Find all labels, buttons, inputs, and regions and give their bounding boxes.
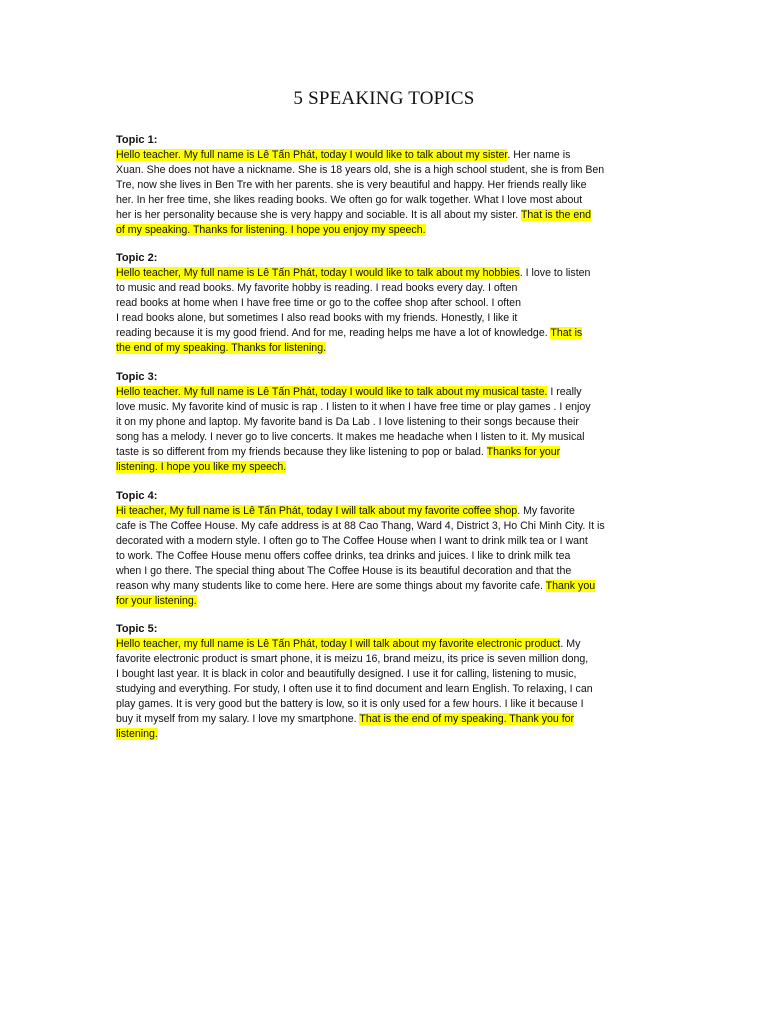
text-line: [116, 415, 656, 430]
text-line: [116, 504, 656, 519]
topic-heading: Topic 5:: [116, 623, 158, 635]
text-line: [116, 519, 656, 534]
highlighted-text: Thank you: [545, 580, 596, 592]
highlighted-text: That is the end: [520, 209, 592, 221]
body-text: Xuan. She does not have a nickname. She is 18 years old, she is a high school student, she is from Ben: [116, 164, 605, 176]
body-text: read books at home when I have free time or go to the coffee shop after school. I often: [116, 297, 521, 309]
body-text: when I go there. The special thing about The Coffee House is its beautiful decoration and that the: [116, 565, 572, 577]
text-line: [116, 326, 656, 341]
text-line: [116, 400, 656, 415]
highlighted-text: That is the end of my speaking. Thank you for: [359, 713, 575, 725]
text-line: [116, 460, 656, 475]
text-line: [116, 311, 656, 326]
text-line: [116, 178, 656, 193]
body-text: I read books alone, but sometimes I also read books with my friends. Honestly, I like it: [116, 312, 518, 324]
body-text: I bought last year. It is black in color and beautifully designed. I use it for calling, listening to music,: [116, 668, 577, 680]
body-text: favorite electronic product is smart phone, it is meizu 16, brand meizu, its price is seven million dong,: [116, 653, 589, 665]
body-text: . Her name is: [507, 149, 571, 161]
body-text: . I love to listen: [519, 267, 591, 279]
text-line: [116, 193, 656, 208]
body-text: play games. It is very good but the battery is low, so it is only used for a few hours. I like it because I: [116, 698, 584, 710]
body-text: studying and everything. For study, I often use it to find document and learn English. To relaxing, I can: [116, 683, 593, 695]
text-line: [116, 652, 656, 667]
body-text: buy it myself from my salary. I love my smartphone.: [116, 713, 360, 725]
body-text: reading because it is my good friend. And for me, reading helps me have a lot of knowledge.: [116, 327, 551, 339]
text-line: [116, 445, 656, 460]
text-line: [116, 697, 656, 712]
text-line: [116, 549, 656, 564]
text-line: [116, 564, 656, 579]
text-line: [116, 712, 656, 727]
body-text: to music and read books. My favorite hobby is reading. I read books every day. I often: [116, 282, 518, 294]
highlighted-text: Thanks for your: [486, 446, 561, 458]
body-text: I really: [547, 386, 582, 398]
body-text: Tre, now she lives in Ben Tre with her parents. she is very beautiful and happy. Her friends really like: [116, 179, 587, 191]
topic-heading: Topic 1:: [116, 134, 158, 146]
body-text: taste is so different from my friends because they like listening to pop or balad.: [116, 446, 487, 458]
topic-section: [116, 133, 656, 238]
highlighted-text: the end of my speaking. Thanks for listening.: [116, 342, 327, 354]
text-line: [116, 637, 656, 652]
topic-section: [116, 251, 656, 356]
highlighted-text: Hello teacher. My full name is Lê Tấn Phát, today I would like to talk about my sister: [116, 149, 508, 161]
body-text: to work. The Coffee House menu offers coffee drinks, tea drinks and juices. I like to drink milk tea: [116, 550, 571, 562]
text-line: [116, 223, 656, 238]
text-line: [116, 385, 656, 400]
body-text: cafe is The Coffee House. My cafe address is at 88 Cao Thang, Ward 4, District 3, Ho Chi Minh City. It is: [116, 520, 605, 532]
text-line: [116, 341, 656, 356]
body-text: . My favorite: [517, 505, 575, 517]
body-text: . My: [560, 638, 581, 650]
highlighted-text: listening.: [116, 728, 158, 740]
highlighted-text: Hello teacher, My full name is Lê Tấn Phát, today I would like to talk about my hobbies: [116, 267, 520, 279]
body-text: decorated with a modern style. I often go to The Coffee House when I want to drink milk tea or I want: [116, 535, 588, 547]
topic-section: [116, 489, 656, 609]
body-text: her. In her free time, she likes reading books. We often go for walk together. What I love most about: [116, 194, 583, 206]
highlighted-text: Hi teacher, My full name is Lê Tấn Phát, today I will talk about my favorite coffee shop: [116, 505, 518, 517]
body-text: it on my phone and laptop. My favorite band is Da Lab . I love listening to their songs because their: [116, 416, 579, 428]
highlighted-text: Hello teacher, my full name is Lê Tấn Phát, today I will talk about my favorite electronic product: [116, 638, 561, 650]
text-line: [116, 208, 656, 223]
highlighted-text: Hello teacher. My full name is Lê Tấn Phát, today I would like to talk about my musical taste.: [116, 386, 548, 398]
highlighted-text: That is: [550, 327, 583, 339]
body-text: song has a melody. I never go to live concerts. It makes me headache when I listen to it. My musical: [116, 431, 585, 443]
highlighted-text: of my speaking. Thanks for listening. I hope you enjoy my speech.: [116, 224, 426, 236]
text-line: [116, 430, 656, 445]
text-line: [116, 579, 656, 594]
text-line: [116, 667, 656, 682]
text-line: [116, 727, 656, 742]
body-text: her is her personality because she is very happy and sociable. It is all about my sister.: [116, 209, 521, 221]
topic-heading: Topic 2:: [116, 252, 158, 264]
topic-section: [116, 622, 656, 742]
text-line: [116, 163, 656, 178]
text-line: [116, 682, 656, 697]
text-line: [116, 266, 656, 281]
highlighted-text: listening. I hope you like my speech.: [116, 461, 287, 473]
text-line: [116, 594, 656, 609]
text-line: [116, 148, 656, 163]
highlighted-text: for your listening.: [116, 595, 197, 607]
topic-heading: Topic 4:: [116, 490, 158, 502]
document-title: 5 SPEAKING TOPICS: [293, 88, 475, 109]
text-line: [116, 534, 656, 549]
text-line: [116, 296, 656, 311]
topic-section: [116, 370, 656, 475]
topic-heading: Topic 3:: [116, 371, 158, 383]
text-line: [116, 281, 656, 296]
body-text: reason why many students like to come here. Here are some things about my favorite cafe.: [116, 580, 546, 592]
body-text: love music. My favorite kind of music is rap . I listen to it when I have free time or play games . I enjoy: [116, 401, 591, 413]
